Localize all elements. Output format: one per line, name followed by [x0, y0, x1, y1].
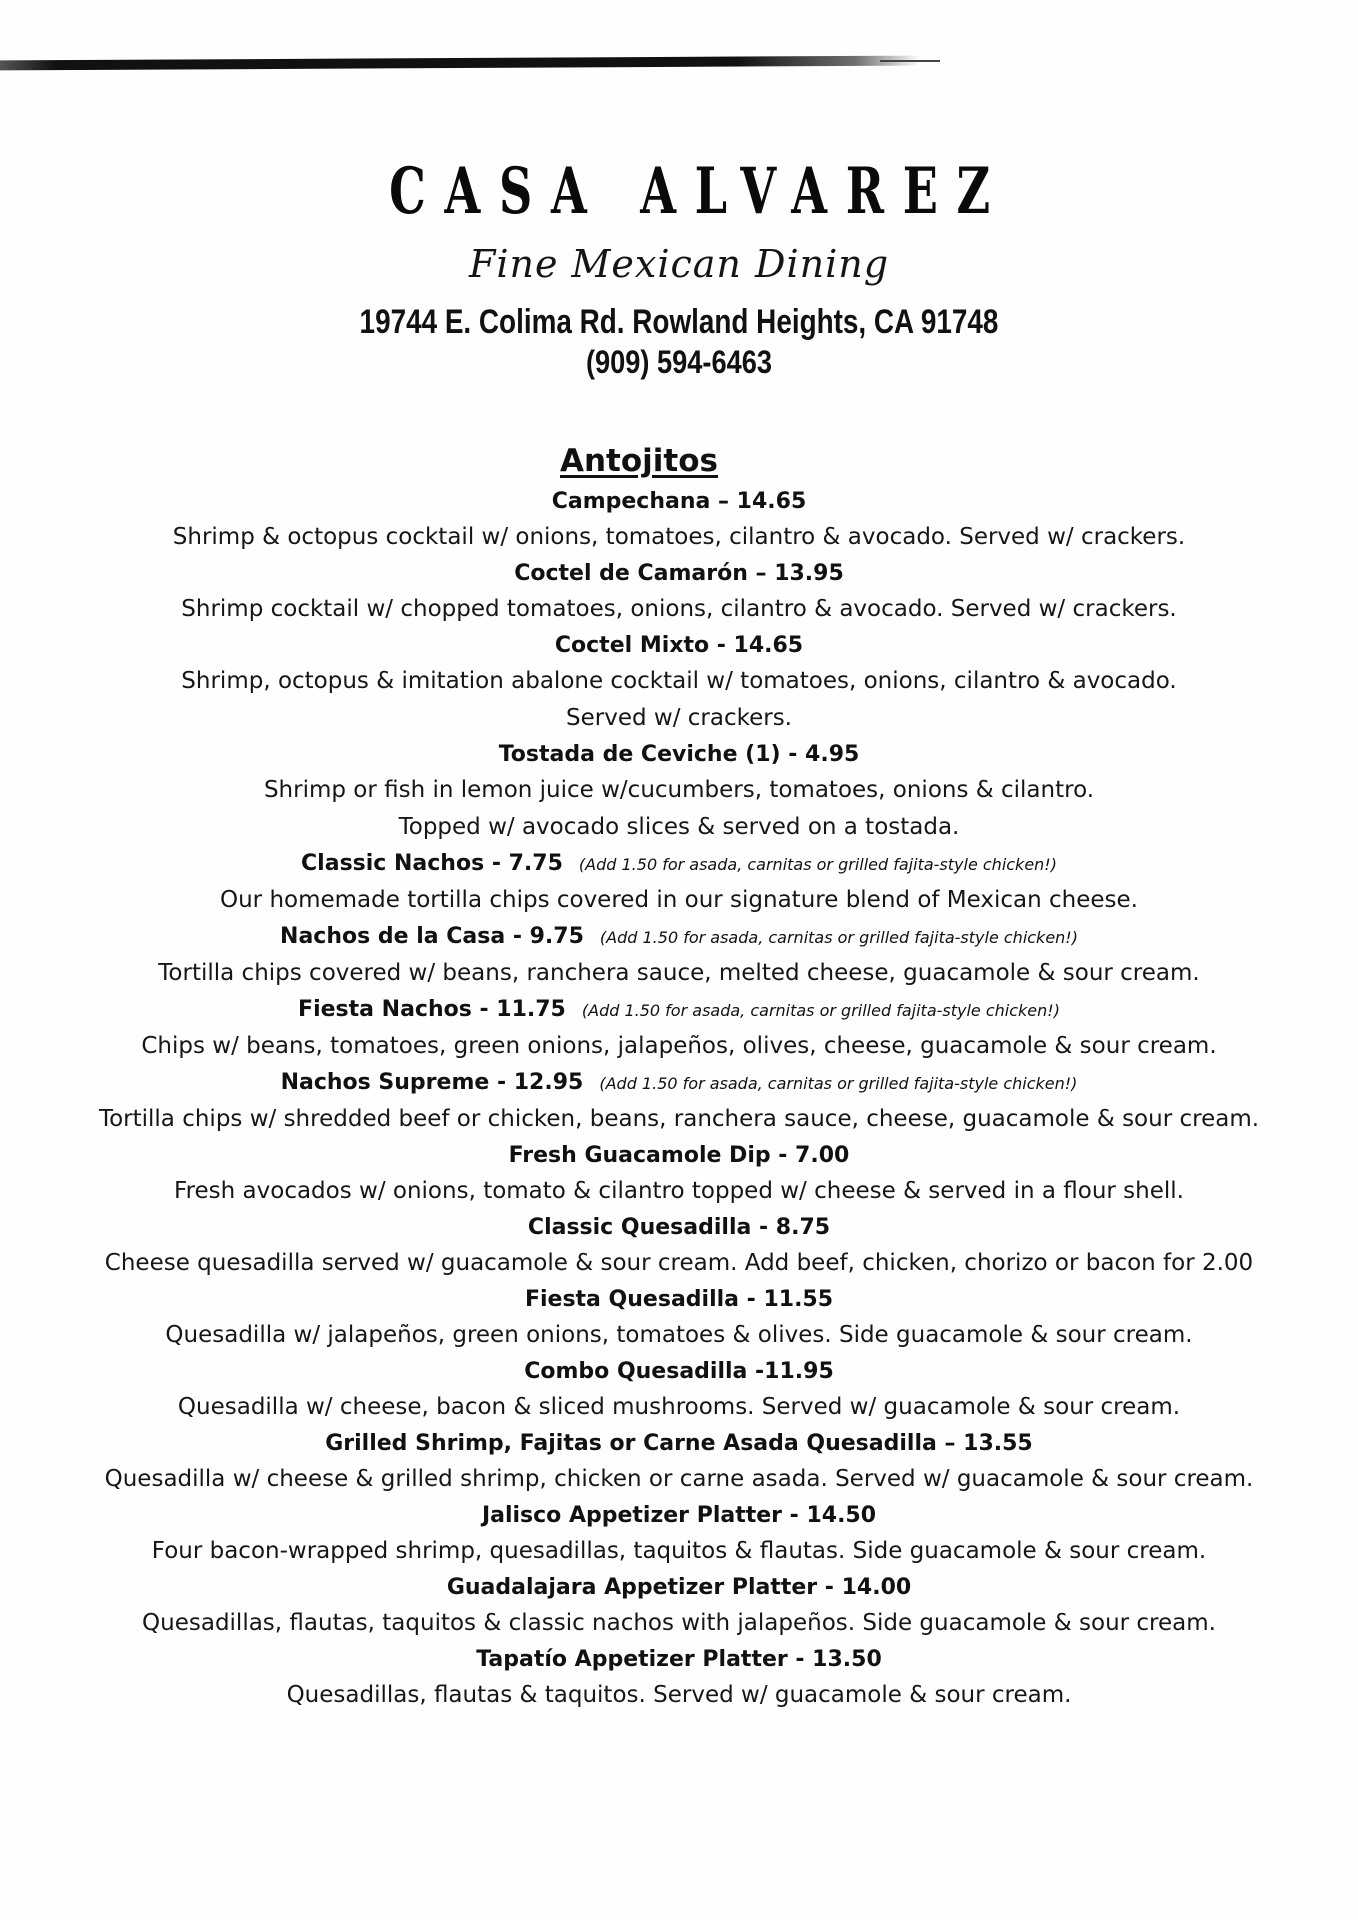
menu-item-name-line	[0, 846, 1358, 882]
menu-item	[0, 1065, 1358, 1138]
menu-item	[0, 1354, 1358, 1426]
menu-item-description-line: Shrimp, octopus & imitation abalone cocktail w/ tomatoes, onions, cilantro & avocado.	[181, 668, 1177, 694]
restaurant-address: 19744 E. Colima Rd. Rowland Heights, CA 91748	[359, 303, 999, 341]
menu-item-name-line	[0, 1498, 1358, 1533]
menu-item	[0, 737, 1358, 846]
menu-item-description	[0, 772, 1358, 846]
menu-item-name: Coctel de Camarón – 13.95	[514, 561, 844, 586]
menu-item-description	[0, 519, 1358, 556]
menu-item-note: (Add 1.50 for asada, carnitas or grilled fajita-style chicken!)	[578, 855, 1057, 874]
menu-item-note: (Add 1.50 for asada, carnitas or grilled fajita-style chicken!)	[599, 1074, 1078, 1093]
menu-item-description-line: Shrimp cocktail w/ chopped tomatoes, onions, cilantro & avocado. Served w/ crackers.	[181, 596, 1177, 622]
menu-item-description	[0, 1461, 1358, 1498]
menu-section-antojitos	[0, 440, 1358, 1714]
menu-item-name: Fresh Guacamole Dip - 7.00	[508, 1143, 850, 1168]
restaurant-name: CASA ALVAREZ	[389, 154, 1009, 229]
menu-item-name-line	[0, 737, 1358, 772]
menu-item-note: (Add 1.50 for asada, carnitas or grilled fajita-style chicken!)	[581, 1001, 1060, 1020]
menu-item-name-line	[0, 1138, 1358, 1173]
menu-item-name: Coctel Mixto - 14.65	[554, 633, 804, 658]
menu-item-list	[0, 484, 1358, 1714]
menu-item	[0, 484, 1358, 556]
scan-edge-shadow	[0, 56, 920, 71]
menu-item	[0, 1282, 1358, 1354]
menu-item-name-line	[0, 1642, 1358, 1677]
menu-item-name-line	[0, 484, 1358, 519]
menu-item-description-line: Topped w/ avocado slices & served on a tostada.	[398, 814, 960, 840]
menu-item-description	[0, 1245, 1358, 1282]
menu-item-description-line: Quesadillas, flautas, taquitos & classic nachos with jalapeños. Side guacamole & sour cream.	[142, 1610, 1216, 1636]
menu-item-description	[0, 1605, 1358, 1642]
menu-item-name: Nachos Supreme - 12.95	[280, 1070, 584, 1095]
menu-item	[0, 1426, 1358, 1498]
restaurant-header	[0, 154, 1358, 381]
menu-item-description-line: Quesadillas, flautas & taquitos. Served w/ guacamole & sour cream.	[286, 1682, 1072, 1708]
menu-item	[0, 1138, 1358, 1210]
menu-item-description	[0, 1677, 1358, 1714]
menu-item-name-line	[0, 1354, 1358, 1389]
menu-item-description-line: Tortilla chips covered w/ beans, ranchera sauce, melted cheese, guacamole & sour cream.	[158, 960, 1200, 986]
menu-item-description	[0, 591, 1358, 628]
menu-item	[0, 628, 1358, 737]
menu-item	[0, 556, 1358, 628]
menu-item	[0, 1210, 1358, 1282]
menu-item-name-line	[0, 1065, 1358, 1101]
menu-item-description-line: Four bacon-wrapped shrimp, quesadillas, taquitos & flautas. Side guacamole & sour cream.	[151, 1538, 1207, 1564]
menu-item-description-line: Quesadilla w/ cheese, bacon & sliced mushrooms. Served w/ guacamole & sour cream.	[177, 1394, 1181, 1420]
menu-item-description	[0, 1533, 1358, 1570]
menu-item-name: Combo Quesadilla -11.95	[524, 1359, 834, 1384]
menu-item-description-line: Shrimp & octopus cocktail w/ onions, tomatoes, cilantro & avocado. Served w/ crackers.	[172, 524, 1186, 550]
menu-item-description	[0, 1173, 1358, 1210]
menu-item-name: Nachos de la Casa - 9.75	[280, 924, 584, 949]
menu-item-description	[0, 1389, 1358, 1426]
menu-item	[0, 1642, 1358, 1714]
menu-item-name-line	[0, 1570, 1358, 1605]
menu-item-name: Tostada de Ceviche (1) - 4.95	[498, 742, 860, 767]
menu-item-name: Classic Quesadilla - 8.75	[527, 1215, 831, 1240]
menu-item-description	[0, 955, 1358, 992]
scan-edge-line	[880, 60, 940, 62]
menu-item-description-line: Chips w/ beans, tomatoes, green onions, jalapeños, olives, cheese, guacamole & sour cream.	[141, 1033, 1217, 1059]
menu-item-description	[0, 1317, 1358, 1354]
menu-item	[0, 919, 1358, 992]
menu-item-name-line	[0, 1282, 1358, 1317]
menu-item-name-line	[0, 556, 1358, 591]
menu-item-description	[0, 1101, 1358, 1138]
menu-item-note: (Add 1.50 for asada, carnitas or grilled fajita-style chicken!)	[599, 928, 1078, 947]
menu-item	[0, 992, 1358, 1065]
menu-item-description	[0, 882, 1358, 919]
menu-item-name-line	[0, 1210, 1358, 1245]
menu-item	[0, 846, 1358, 919]
menu-item	[0, 1570, 1358, 1642]
menu-item-description	[0, 1028, 1358, 1065]
menu-item-name: Fiesta Quesadilla - 11.55	[524, 1287, 834, 1312]
menu-item-description-line: Quesadilla w/ cheese & grilled shrimp, chicken or carne asada. Served w/ guacamole & sour cream.	[104, 1466, 1254, 1492]
restaurant-tagline: Fine Mexican Dining	[468, 242, 890, 286]
menu-item-name: Fiesta Nachos - 11.75	[298, 997, 566, 1022]
menu-item-name-line	[0, 628, 1358, 663]
menu-item-description-line: Shrimp or fish in lemon juice w/cucumbers, tomatoes, onions & cilantro.	[263, 777, 1095, 803]
menu-item-name: Guadalajara Appetizer Platter - 14.00	[446, 1575, 912, 1600]
menu-item-name-line	[0, 919, 1358, 955]
menu-item	[0, 1498, 1358, 1570]
menu-item-description-line: Served w/ crackers.	[566, 705, 792, 731]
section-title: Antojitos	[560, 443, 718, 479]
menu-item-description-line: Cheese quesadilla served w/ guacamole & sour cream. Add beef, chicken, chorizo or bacon for 2.00	[104, 1250, 1254, 1276]
menu-item-description-line: Our homemade tortilla chips covered in our signature blend of Mexican cheese.	[220, 887, 1138, 913]
menu-item-name-line	[0, 992, 1358, 1028]
menu-item-name: Classic Nachos - 7.75	[301, 851, 563, 876]
menu-item-description-line: Quesadilla w/ jalapeños, green onions, tomatoes & olives. Side guacamole & sour cream.	[165, 1322, 1193, 1348]
menu-item-name: Campechana – 14.65	[551, 489, 807, 514]
menu-item-description	[0, 663, 1358, 737]
menu-item-name: Grilled Shrimp, Fajitas or Carne Asada Quesadilla – 13.55	[325, 1431, 1033, 1456]
menu-item-description-line: Tortilla chips w/ shredded beef or chicken, beans, ranchera sauce, cheese, guacamole & sour cream.	[98, 1106, 1260, 1132]
menu-item-name: Tapatío Appetizer Platter - 13.50	[476, 1647, 882, 1672]
restaurant-phone: (909) 594-6463	[585, 344, 772, 381]
menu-item-description-line: Fresh avocados w/ onions, tomato & cilantro topped w/ cheese & served in a flour shell.	[174, 1178, 1184, 1204]
menu-item-name-line	[0, 1426, 1358, 1461]
menu-item-name: Jalisco Appetizer Platter - 14.50	[481, 1503, 877, 1528]
